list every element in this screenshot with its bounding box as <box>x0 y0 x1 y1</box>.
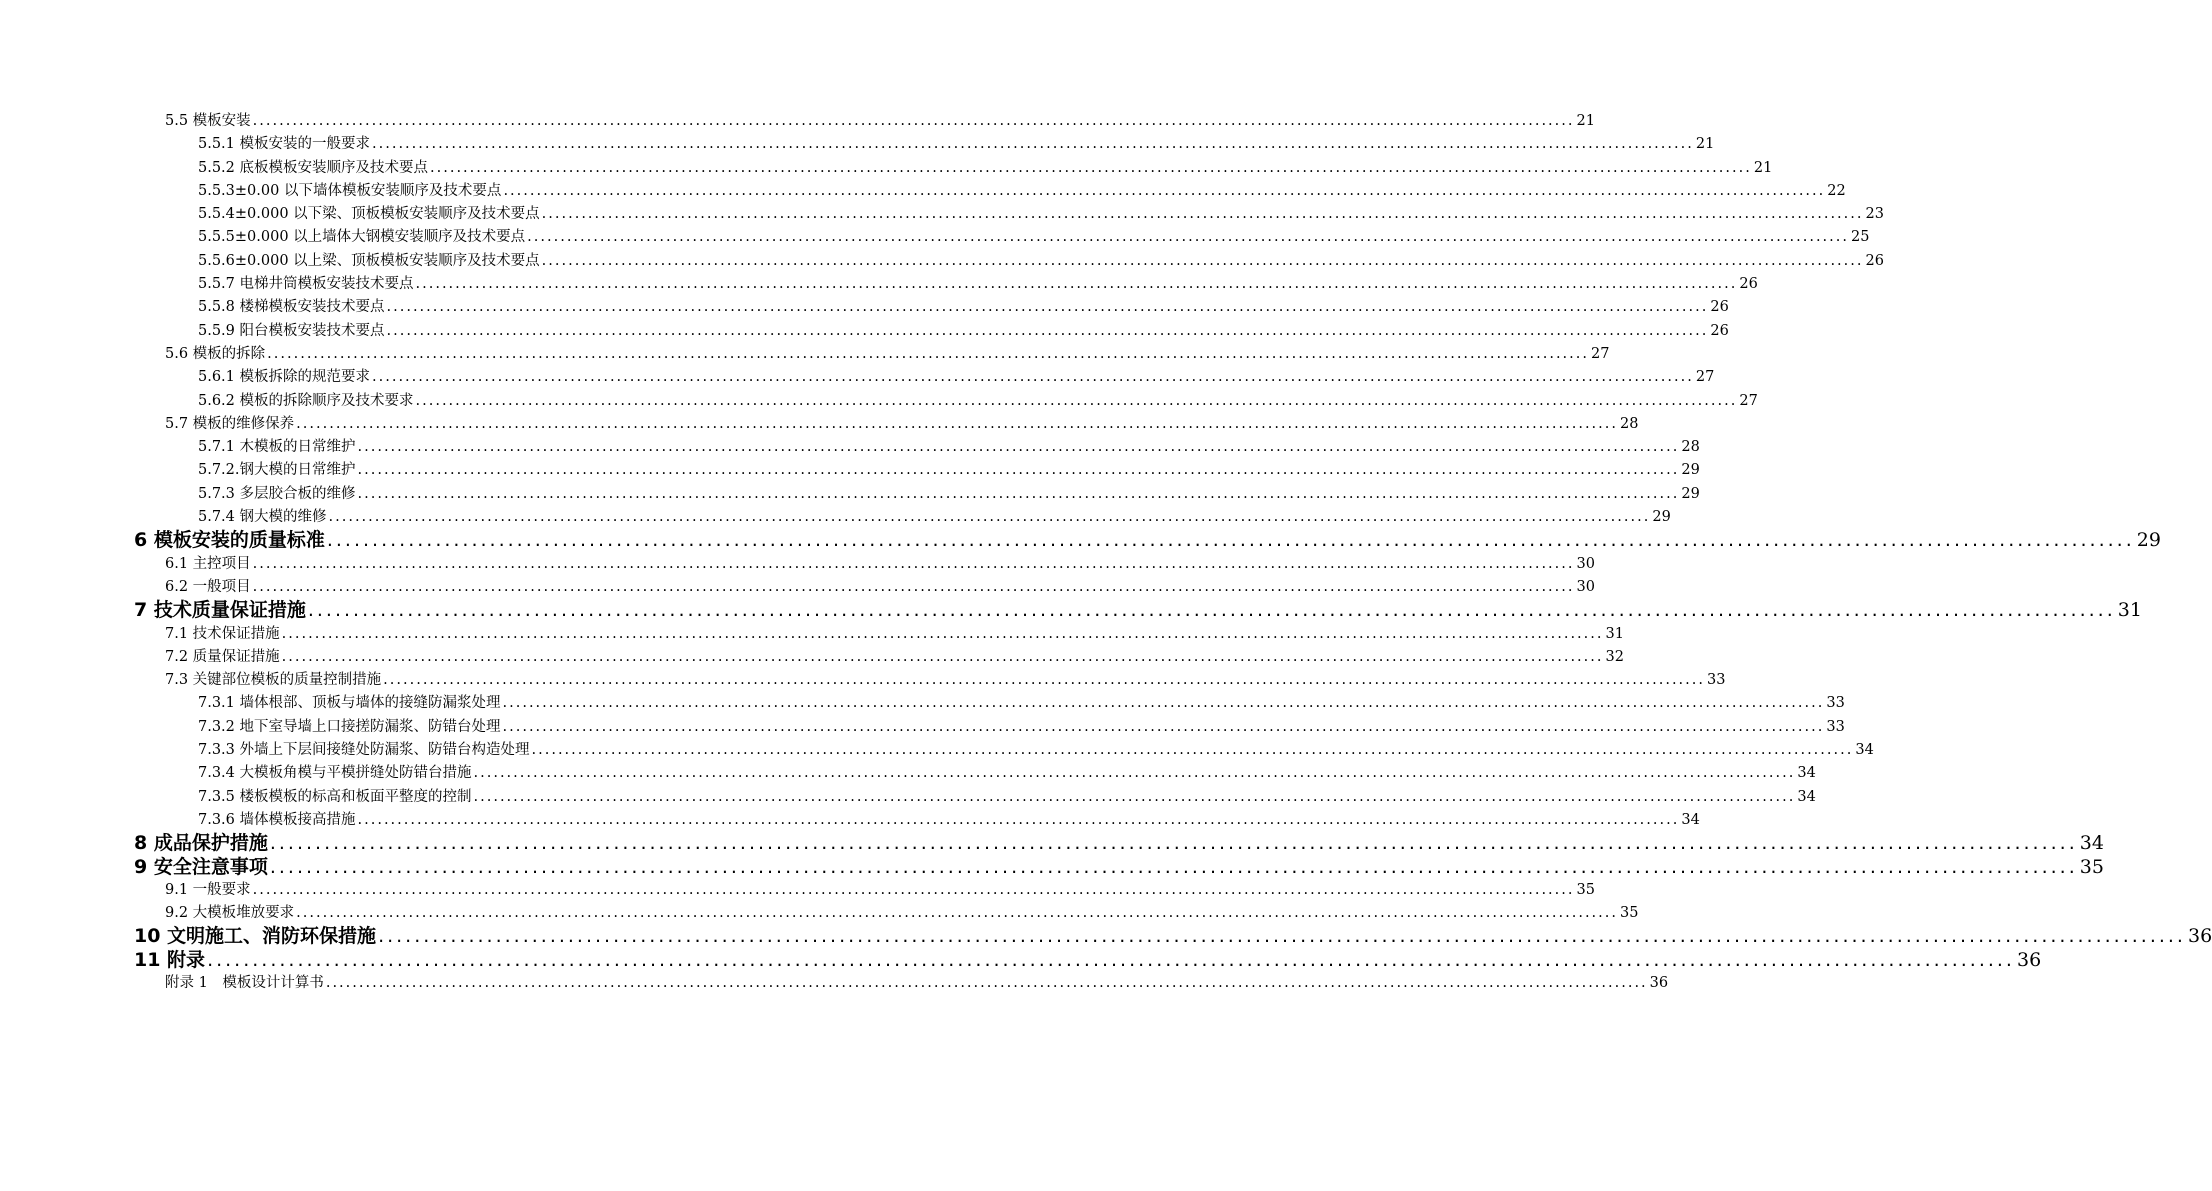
toc-entry-title: 6.1 主控项目 <box>165 555 251 572</box>
toc-entry[interactable] <box>0 343 1610 366</box>
toc-entry-title: 7.2 质量保证措施 <box>165 648 280 665</box>
toc-entry[interactable] <box>0 623 1624 646</box>
toc-entry-title: 5.7.1 木模板的日常维护 <box>198 439 356 456</box>
dot-leader: ........................................................................................................................................................................................................ <box>252 113 1575 129</box>
toc-entry-page-number: 33 <box>1826 695 1845 712</box>
toc-entry-title: 7.3 关键部位模板的质量控制措施 <box>165 672 382 689</box>
toc-entry-page-number: 31 <box>1605 625 1624 642</box>
toc-entry-title: 9.1 一般要求 <box>165 881 251 898</box>
toc-entry-page-number: 28 <box>1620 415 1639 432</box>
dot-leader: ........................................................................................................................................................................................................ <box>357 439 1680 456</box>
toc-entry-title: 11 附录 <box>134 948 206 971</box>
toc-entry-page-number: 31 <box>2117 599 2142 622</box>
dot-leader: ........................................................................................................................................................................................................ <box>357 811 1680 828</box>
dot-leader: ........................................................................................................................................................................................................ <box>372 369 1694 386</box>
toc-entry-page-number: 36 <box>2187 925 2212 948</box>
dot-leader: ........................................................................................................................................................................................................ <box>307 599 2116 622</box>
toc-entry[interactable] <box>0 925 2212 948</box>
dot-leader: ........................................................................................................................................................................................................ <box>325 974 1648 991</box>
toc-entry-page-number: 33 <box>1826 718 1845 735</box>
dot-leader: ........................................................................................................................................................................................................ <box>531 742 1854 759</box>
toc-entry[interactable] <box>0 809 1700 832</box>
toc-entry[interactable] <box>0 133 1715 156</box>
toc-entry[interactable] <box>0 832 2104 855</box>
dot-leader: ........................................................................................................................................................................................................ <box>415 392 1738 409</box>
dot-leader: ........................................................................................................................................................................................................ <box>207 948 2015 971</box>
toc-entry-page-number: 27 <box>1695 369 1715 386</box>
toc-entry[interactable] <box>0 855 2104 879</box>
toc-entry-page-number: 34 <box>1855 742 1874 759</box>
toc-entry-title: 6 模板安装的质量标准 <box>134 529 325 552</box>
dot-leader: ........................................................................................................................................................................................................ <box>502 695 1825 712</box>
dot-leader: ........................................................................................................................................................................................................ <box>328 509 1651 526</box>
dot-leader: ........................................................................................................................................................................................................ <box>252 578 1575 595</box>
toc-entry[interactable] <box>0 553 1595 576</box>
toc-entry-page-number: 30 <box>1576 555 1595 572</box>
toc-entry-title: 5.5.2 底板模板安装顺序及技术要点 <box>198 159 429 176</box>
toc-entry-page-number: 36 <box>2016 948 2042 971</box>
toc-entry[interactable] <box>0 576 1595 599</box>
toc-entry-title: 5.6.1 模板拆除的规范要求 <box>198 369 371 386</box>
toc-entry[interactable] <box>0 786 1816 809</box>
toc-entry[interactable] <box>0 390 1758 413</box>
dot-leader: ........................................................................................................................................................................................................ <box>473 788 1796 805</box>
dot-leader: ........................................................................................................................................................................................................ <box>386 322 1709 339</box>
dot-leader: ........................................................................................................................................................................................................ <box>252 555 1575 572</box>
toc-entry-page-number: 28 <box>1681 439 1700 456</box>
toc-entry[interactable] <box>0 762 1816 785</box>
toc-entry-title: 5.5.1 模板安装的一般要求 <box>198 136 371 153</box>
dot-leader: ........................................................................................................................................................................................................ <box>503 182 1826 199</box>
dot-leader: ........................................................................................................................................................................................................ <box>383 672 1705 689</box>
dot-leader: ........................................................................................................................................................................................................ <box>269 832 2078 855</box>
toc-entry-page-number: 29 <box>1681 462 1700 479</box>
dot-leader: ........................................................................................................................................................................................................ <box>296 905 1618 922</box>
toc-entry[interactable] <box>0 226 1870 249</box>
dot-leader: ........................................................................................................................................................................................................ <box>372 136 1694 153</box>
toc-entry[interactable] <box>0 739 1874 762</box>
dot-leader: ........................................................................................................................................................................................................ <box>357 462 1680 479</box>
table-of-contents <box>0 110 2212 995</box>
dot-leader: ........................................................................................................................................................................................................ <box>281 648 1604 665</box>
dot-leader: ........................................................................................................................................................................................................ <box>415 276 1738 293</box>
toc-entry-title: 5.7.4 钢大模的维修 <box>198 509 327 526</box>
toc-entry-page-number: 26 <box>1710 322 1729 339</box>
toc-entry[interactable] <box>0 413 1639 436</box>
toc-entry-title: 5.5.6±0.000 以上梁、顶板模板安装顺序及技术要点 <box>198 252 540 269</box>
toc-entry[interactable] <box>0 203 1884 226</box>
toc-entry-page-number: 34 <box>1681 811 1700 828</box>
toc-entry-page-number: 34 <box>2079 832 2104 855</box>
toc-entry-page-number: 34 <box>1797 765 1816 782</box>
toc-entry[interactable] <box>0 506 1671 529</box>
toc-entry[interactable] <box>0 296 1729 319</box>
toc-entry-title: 5.5.3±0.00 以下墙体模板安装顺序及技术要点 <box>198 182 502 199</box>
toc-entry[interactable] <box>0 110 1595 133</box>
toc-entry-title: 5.5.4±0.000 以下梁、顶板模板安装顺序及技术要点 <box>198 206 540 223</box>
toc-entry[interactable] <box>0 320 1729 343</box>
toc-entry-title: 5.7.3 多层胶合板的维修 <box>198 485 356 502</box>
toc-entry-page-number: 21 <box>1695 136 1715 153</box>
toc-entry-page-number: 26 <box>1710 299 1729 316</box>
dot-leader: ........................................................................................................................................................................................................ <box>473 765 1796 782</box>
toc-entry-title: 5.7.2.钢大模的日常维护 <box>198 462 356 479</box>
toc-entry[interactable] <box>0 250 1884 273</box>
toc-entry[interactable] <box>0 436 1700 459</box>
toc-entry[interactable] <box>0 459 1700 482</box>
dot-leader: ........................................................................................................................................................................................................ <box>267 345 1589 362</box>
toc-entry-page-number: 25 <box>1851 229 1870 246</box>
toc-entry-page-number: 30 <box>1576 578 1595 595</box>
toc-entry-title: 7.3.1 墙体根部、顶板与墙体的接缝防漏浆处理 <box>198 695 501 712</box>
toc-entry-page-number: 32 <box>1605 648 1624 665</box>
toc-entry-title: 5.5.8 楼梯模板安装技术要点 <box>198 299 385 316</box>
dot-leader: ........................................................................................................................................................................................................ <box>430 159 1752 176</box>
toc-entry-page-number: 21 <box>1753 159 1773 176</box>
toc-entry[interactable] <box>0 483 1700 506</box>
dot-leader: ........................................................................................................................................................................................................ <box>386 299 1709 316</box>
toc-entry-page-number: 21 <box>1576 113 1595 129</box>
toc-entry-page-number: 27 <box>1591 345 1610 362</box>
dot-leader: ........................................................................................................................................................................................................ <box>326 529 2135 552</box>
toc-entry[interactable] <box>0 599 2142 622</box>
toc-entry-title: 5.6 模板的拆除 <box>165 345 266 362</box>
toc-entry-title: 9.2 大模板堆放要求 <box>165 905 295 922</box>
toc-entry-title: 5.7 模板的维修保养 <box>165 415 295 432</box>
toc-entry-title: 7 技术质量保证措施 <box>134 599 306 622</box>
toc-entry[interactable] <box>0 529 2161 552</box>
toc-entry[interactable] <box>0 692 1845 715</box>
toc-entry-title: 5.5.5±0.000 以上墙体大钢模安装顺序及技术要点 <box>198 229 526 246</box>
toc-entry-title: 8 成品保护措施 <box>134 832 268 855</box>
toc-entry-page-number: 35 <box>1620 905 1639 922</box>
toc-entry-page-number: 26 <box>1739 276 1758 293</box>
toc-entry-title: 7.3.6 墙体模板接高措施 <box>198 811 356 828</box>
toc-entry[interactable] <box>0 669 1726 692</box>
dot-leader: ........................................................................................................................................................................................................ <box>269 855 2078 878</box>
toc-entry-title: 5.5.7 电梯井筒模板安装技术要点 <box>198 276 414 293</box>
toc-entry-page-number: 23 <box>1865 206 1884 223</box>
toc-entry-title: 5.6.2 模板的拆除顺序及技术要求 <box>198 392 414 409</box>
toc-entry[interactable] <box>0 902 1639 925</box>
toc-entry-title: 7.3.4 大模板角模与平模拼缝处防错台措施 <box>198 765 472 782</box>
dot-leader: ........................................................................................................................................................................................................ <box>541 206 1864 223</box>
toc-entry[interactable] <box>0 972 1669 995</box>
toc-entry-page-number: 22 <box>1827 182 1846 199</box>
dot-leader: ........................................................................................................................................................................................................ <box>357 485 1680 502</box>
dot-leader: ........................................................................................................................................................................................................ <box>281 625 1604 642</box>
toc-entry-page-number: 35 <box>1576 881 1595 898</box>
toc-entry-title: 9 安全注意事项 <box>134 855 268 878</box>
toc-entry-page-number: 29 <box>2136 529 2161 552</box>
toc-entry-page-number: 35 <box>2079 855 2104 878</box>
toc-entry-title: 5.5 模板安装 <box>165 113 251 129</box>
dot-leader: ........................................................................................................................................................................................................ <box>378 925 2186 948</box>
toc-entry-page-number: 29 <box>1652 509 1671 526</box>
toc-entry-page-number: 36 <box>1649 974 1669 991</box>
toc-entry[interactable] <box>0 180 1846 203</box>
toc-entry-page-number: 33 <box>1707 672 1726 689</box>
dot-leader: ........................................................................................................................................................................................................ <box>502 718 1825 735</box>
toc-entry[interactable] <box>0 157 1773 180</box>
dot-leader: ........................................................................................................................................................................................................ <box>527 229 1849 246</box>
toc-entry-title: 附录 1 模板设计计算书 <box>165 974 324 991</box>
toc-entry[interactable] <box>0 948 2042 972</box>
dot-leader: ........................................................................................................................................................................................................ <box>252 881 1575 898</box>
toc-entry-title: 7.1 技术保证措施 <box>165 625 280 642</box>
dot-leader: ........................................................................................................................................................................................................ <box>541 252 1864 269</box>
toc-entry[interactable] <box>0 366 1715 389</box>
toc-entry-page-number: 29 <box>1681 485 1700 502</box>
toc-entry[interactable] <box>0 646 1624 669</box>
toc-entry[interactable] <box>0 879 1595 902</box>
toc-entry-title: 10 文明施工、消防环保措施 <box>134 925 377 948</box>
toc-entry-page-number: 34 <box>1797 788 1816 805</box>
toc-entry-title: 7.3.5 楼板模板的标高和板面平整度的控制 <box>198 788 472 805</box>
toc-entry[interactable] <box>0 273 1758 296</box>
toc-entry-title: 5.5.9 阳台模板安装技术要点 <box>198 322 385 339</box>
dot-leader: ........................................................................................................................................................................................................ <box>296 415 1618 432</box>
toc-entry-title: 7.3.3 外墙上下层间接缝处防漏浆、防错台构造处理 <box>198 742 530 759</box>
toc-entry-page-number: 27 <box>1739 392 1758 409</box>
toc-entry-title: 6.2 一般项目 <box>165 578 251 595</box>
toc-entry-title: 7.3.2 地下室导墙上口接搓防漏浆、防错台处理 <box>198 718 501 735</box>
toc-entry[interactable] <box>0 716 1845 739</box>
toc-entry-page-number: 26 <box>1865 252 1884 269</box>
